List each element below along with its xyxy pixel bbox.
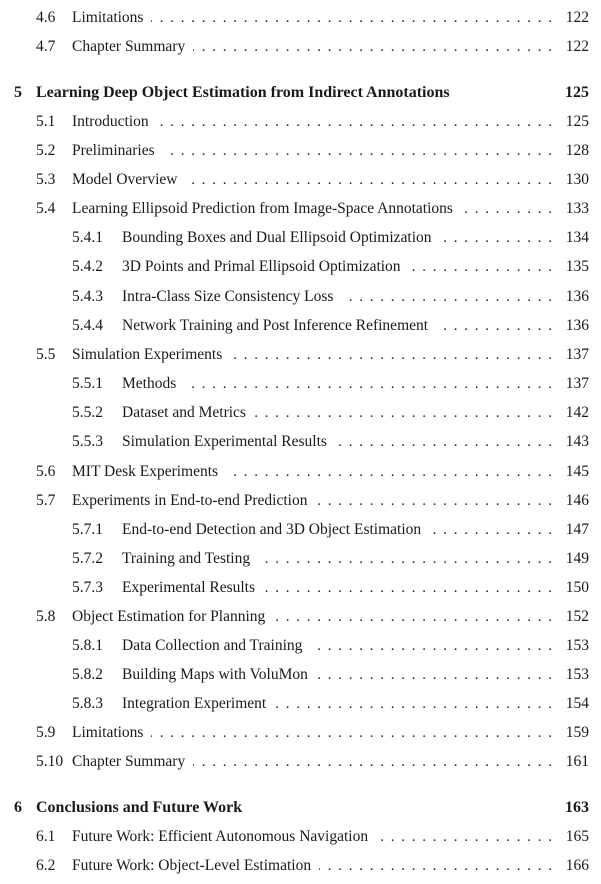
toc-entry-number: 5.1 bbox=[36, 113, 56, 130]
toc-dot-leader bbox=[310, 635, 552, 657]
toc-entry-page-number: 165 bbox=[565, 828, 589, 845]
toc-section-entry[interactable] bbox=[0, 344, 601, 366]
toc-subsection-entry[interactable] bbox=[0, 577, 601, 599]
toc-entry-page-number: 130 bbox=[565, 171, 589, 188]
toc-entry-number: 5.4.2 bbox=[72, 258, 103, 275]
toc-dot-leader bbox=[341, 286, 552, 308]
toc-entry-page-number: 166 bbox=[565, 857, 589, 874]
toc-dot-leader bbox=[335, 431, 552, 453]
toc-entry-page-number: 150 bbox=[565, 579, 589, 596]
toc-entry-page-number: 145 bbox=[565, 463, 589, 480]
toc-entry-page-number: 128 bbox=[565, 142, 589, 159]
toc-entry-page-number: 125 bbox=[565, 84, 589, 101]
toc-section-entry[interactable] bbox=[0, 461, 601, 483]
toc-subsection-entry[interactable] bbox=[0, 402, 601, 424]
toc-entry-page-number: 134 bbox=[565, 229, 589, 246]
toc-entry-number: 5.7.1 bbox=[72, 521, 103, 538]
toc-entry-number: 5.7.3 bbox=[72, 579, 103, 596]
toc-dot-leader bbox=[429, 519, 552, 541]
toc-dot-leader bbox=[193, 751, 552, 773]
toc-entry-title: Simulation Experimental Results bbox=[122, 433, 327, 450]
toc-dot-leader bbox=[273, 606, 552, 628]
toc-subsection-entry[interactable] bbox=[0, 664, 601, 686]
toc-entry-number: 5.4.4 bbox=[72, 317, 103, 334]
toc-entry-title: End-to-end Detection and 3D Object Estimation bbox=[122, 521, 422, 538]
toc-entry-number: 5.5 bbox=[36, 346, 56, 363]
toc-entry-page-number: 137 bbox=[565, 375, 589, 392]
toc-entry-page-number: 161 bbox=[565, 753, 589, 770]
toc-chapter-entry[interactable] bbox=[0, 82, 601, 104]
toc-entry-title: Future Work: Efficient Autonomous Navigation bbox=[72, 828, 369, 845]
toc-entry-page-number: 159 bbox=[565, 724, 589, 741]
toc-entry-number: 5.7.2 bbox=[72, 550, 103, 567]
toc-dot-leader bbox=[163, 140, 552, 162]
toc-section-entry[interactable] bbox=[0, 169, 601, 191]
toc-entry-title: Learning Deep Object Estimation from Indirect Annotations bbox=[36, 84, 450, 101]
toc-section-entry[interactable] bbox=[0, 855, 601, 877]
toc-entry-page-number: 135 bbox=[565, 258, 589, 275]
toc-entry-title: Data Collection and Training bbox=[122, 637, 303, 654]
toc-entry-number: 6.2 bbox=[36, 857, 56, 874]
toc-entry-number: 5.7 bbox=[36, 492, 56, 509]
toc-section-entry[interactable] bbox=[0, 111, 601, 133]
toc-section-entry[interactable] bbox=[0, 490, 601, 512]
toc-section-entry[interactable] bbox=[0, 198, 601, 220]
toc-entry-page-number: 122 bbox=[565, 9, 589, 26]
toc-subsection-entry[interactable] bbox=[0, 548, 601, 570]
toc-chapter-entry[interactable] bbox=[0, 797, 601, 819]
toc-entry-number: 5.5.2 bbox=[72, 404, 103, 421]
toc-subsection-entry[interactable] bbox=[0, 431, 601, 453]
toc-entry-title: Training and Testing bbox=[122, 550, 251, 567]
toc-dot-leader bbox=[409, 256, 552, 278]
toc-dot-leader bbox=[184, 373, 552, 395]
toc-subsection-entry[interactable] bbox=[0, 315, 601, 337]
toc-dot-leader bbox=[440, 227, 552, 249]
toc-entry-page-number: 152 bbox=[565, 608, 589, 625]
toc-entry-title: Chapter Summary bbox=[72, 38, 186, 55]
toc-subsection-entry[interactable] bbox=[0, 286, 601, 308]
toc-dot-leader bbox=[254, 402, 552, 424]
toc-section-entry[interactable] bbox=[0, 826, 601, 848]
toc-dot-leader bbox=[274, 693, 552, 715]
toc-entry-title: Experimental Results bbox=[122, 579, 256, 596]
toc-entry-title: Network Training and Post Inference Refinement bbox=[122, 317, 429, 334]
toc-entry-title: 3D Points and Primal Ellipsoid Optimization bbox=[122, 258, 401, 275]
toc-entry-number: 5.5.1 bbox=[72, 375, 103, 392]
toc-section-entry[interactable] bbox=[0, 140, 601, 162]
toc-dot-leader bbox=[185, 169, 552, 191]
toc-entry-page-number: 153 bbox=[565, 637, 589, 654]
toc-entry-page-number: 125 bbox=[565, 113, 589, 130]
toc-subsection-entry[interactable] bbox=[0, 256, 601, 278]
toc-dot-leader bbox=[436, 315, 552, 337]
toc-entry-page-number: 149 bbox=[565, 550, 589, 567]
toc-entry-number: 5.8.3 bbox=[72, 695, 103, 712]
toc-section-entry[interactable] bbox=[0, 36, 601, 58]
toc-dot-leader bbox=[226, 461, 552, 483]
toc-entry-number: 5.3 bbox=[36, 171, 56, 188]
toc-section-entry[interactable] bbox=[0, 606, 601, 628]
toc-entry-title: Methods bbox=[122, 375, 177, 392]
toc-entry-title: Simulation Experiments bbox=[72, 346, 223, 363]
toc-entry-number: 5.8.2 bbox=[72, 666, 103, 683]
toc-entry-title: Intra-Class Size Consistency Loss bbox=[122, 288, 334, 305]
toc-section-entry[interactable] bbox=[0, 722, 601, 744]
toc-entry-title: Model Overview bbox=[72, 171, 178, 188]
toc-dot-leader bbox=[315, 490, 552, 512]
toc-dot-leader bbox=[319, 855, 552, 877]
toc-entry-number: 5 bbox=[14, 84, 22, 101]
toc-entry-title: Bounding Boxes and Dual Ellipsoid Optimization bbox=[122, 229, 432, 246]
toc-entry-title: Limitations bbox=[72, 724, 144, 741]
toc-entry-title: Building Maps with VoluMon bbox=[122, 666, 308, 683]
toc-entry-title: Preliminaries bbox=[72, 142, 155, 159]
toc-entry-number: 5.8 bbox=[36, 608, 56, 625]
toc-entry-page-number: 136 bbox=[565, 288, 589, 305]
toc-entry-number: 5.9 bbox=[36, 724, 56, 741]
toc-subsection-entry[interactable] bbox=[0, 373, 601, 395]
toc-entry-page-number: 154 bbox=[565, 695, 589, 712]
toc-entry-page-number: 147 bbox=[565, 521, 589, 538]
toc-entry-title: Conclusions and Future Work bbox=[36, 799, 243, 816]
toc-dot-leader bbox=[157, 111, 552, 133]
toc-entry-title: Dataset and Metrics bbox=[122, 404, 246, 421]
toc-entry-page-number: 153 bbox=[565, 666, 589, 683]
toc-dot-leader bbox=[151, 722, 552, 744]
toc-dot-leader bbox=[461, 198, 552, 220]
toc-dot-leader bbox=[151, 7, 552, 29]
toc-entry-number: 5.2 bbox=[36, 142, 56, 159]
toc-entry-title: Chapter Summary bbox=[72, 753, 186, 770]
toc-entry-title: Integration Experiment bbox=[122, 695, 267, 712]
toc-subsection-entry[interactable] bbox=[0, 227, 601, 249]
toc-entry-title: Object Estimation for Planning bbox=[72, 608, 266, 625]
toc-dot-leader bbox=[263, 577, 552, 599]
toc-entry-page-number: 163 bbox=[565, 799, 589, 816]
toc-entry-title: Experiments in End-to-end Prediction bbox=[72, 492, 308, 509]
toc-entry-title: MIT Desk Experiments bbox=[72, 463, 219, 480]
toc-entry-number: 4.7 bbox=[36, 38, 56, 55]
toc-section-entry[interactable] bbox=[0, 751, 601, 773]
toc-entry-page-number: 142 bbox=[565, 404, 589, 421]
toc-entry-page-number: 133 bbox=[565, 200, 589, 217]
toc-section-entry[interactable] bbox=[0, 7, 601, 29]
toc-entry-page-number: 143 bbox=[565, 433, 589, 450]
toc-dot-leader bbox=[376, 826, 552, 848]
toc-subsection-entry[interactable] bbox=[0, 693, 601, 715]
toc-dot-leader bbox=[258, 548, 552, 570]
toc-entry-number: 6.1 bbox=[36, 828, 56, 845]
toc-entry-page-number: 137 bbox=[565, 346, 589, 363]
toc-entry-page-number: 122 bbox=[565, 38, 589, 55]
toc-entry-number: 5.4.1 bbox=[72, 229, 103, 246]
toc-entry-number: 5.4.3 bbox=[72, 288, 103, 305]
toc-entry-number: 5.8.1 bbox=[72, 637, 103, 654]
toc-entry-number: 5.5.3 bbox=[72, 433, 103, 450]
toc-entry-title: Introduction bbox=[72, 113, 149, 130]
toc-entry-title: Learning Ellipsoid Prediction from Image-Space Annotations bbox=[72, 200, 453, 217]
toc-entry-number: 5.4 bbox=[36, 200, 56, 217]
toc-entry-number: 5.6 bbox=[36, 463, 56, 480]
toc-entry-number: 5.10 bbox=[36, 753, 64, 770]
toc-dot-leader bbox=[316, 664, 552, 686]
toc-entry-title: Limitations bbox=[72, 9, 144, 26]
toc-entry-title: Future Work: Object-Level Estimation bbox=[72, 857, 312, 874]
toc-entry-page-number: 146 bbox=[565, 492, 589, 509]
toc-subsection-entry[interactable] bbox=[0, 519, 601, 541]
toc-entry-page-number: 136 bbox=[565, 317, 589, 334]
toc-dot-leader bbox=[230, 344, 552, 366]
toc-entry-number: 4.6 bbox=[36, 9, 56, 26]
toc-entry-number: 6 bbox=[14, 799, 22, 816]
toc-dot-leader bbox=[193, 36, 552, 58]
toc-subsection-entry[interactable] bbox=[0, 635, 601, 657]
